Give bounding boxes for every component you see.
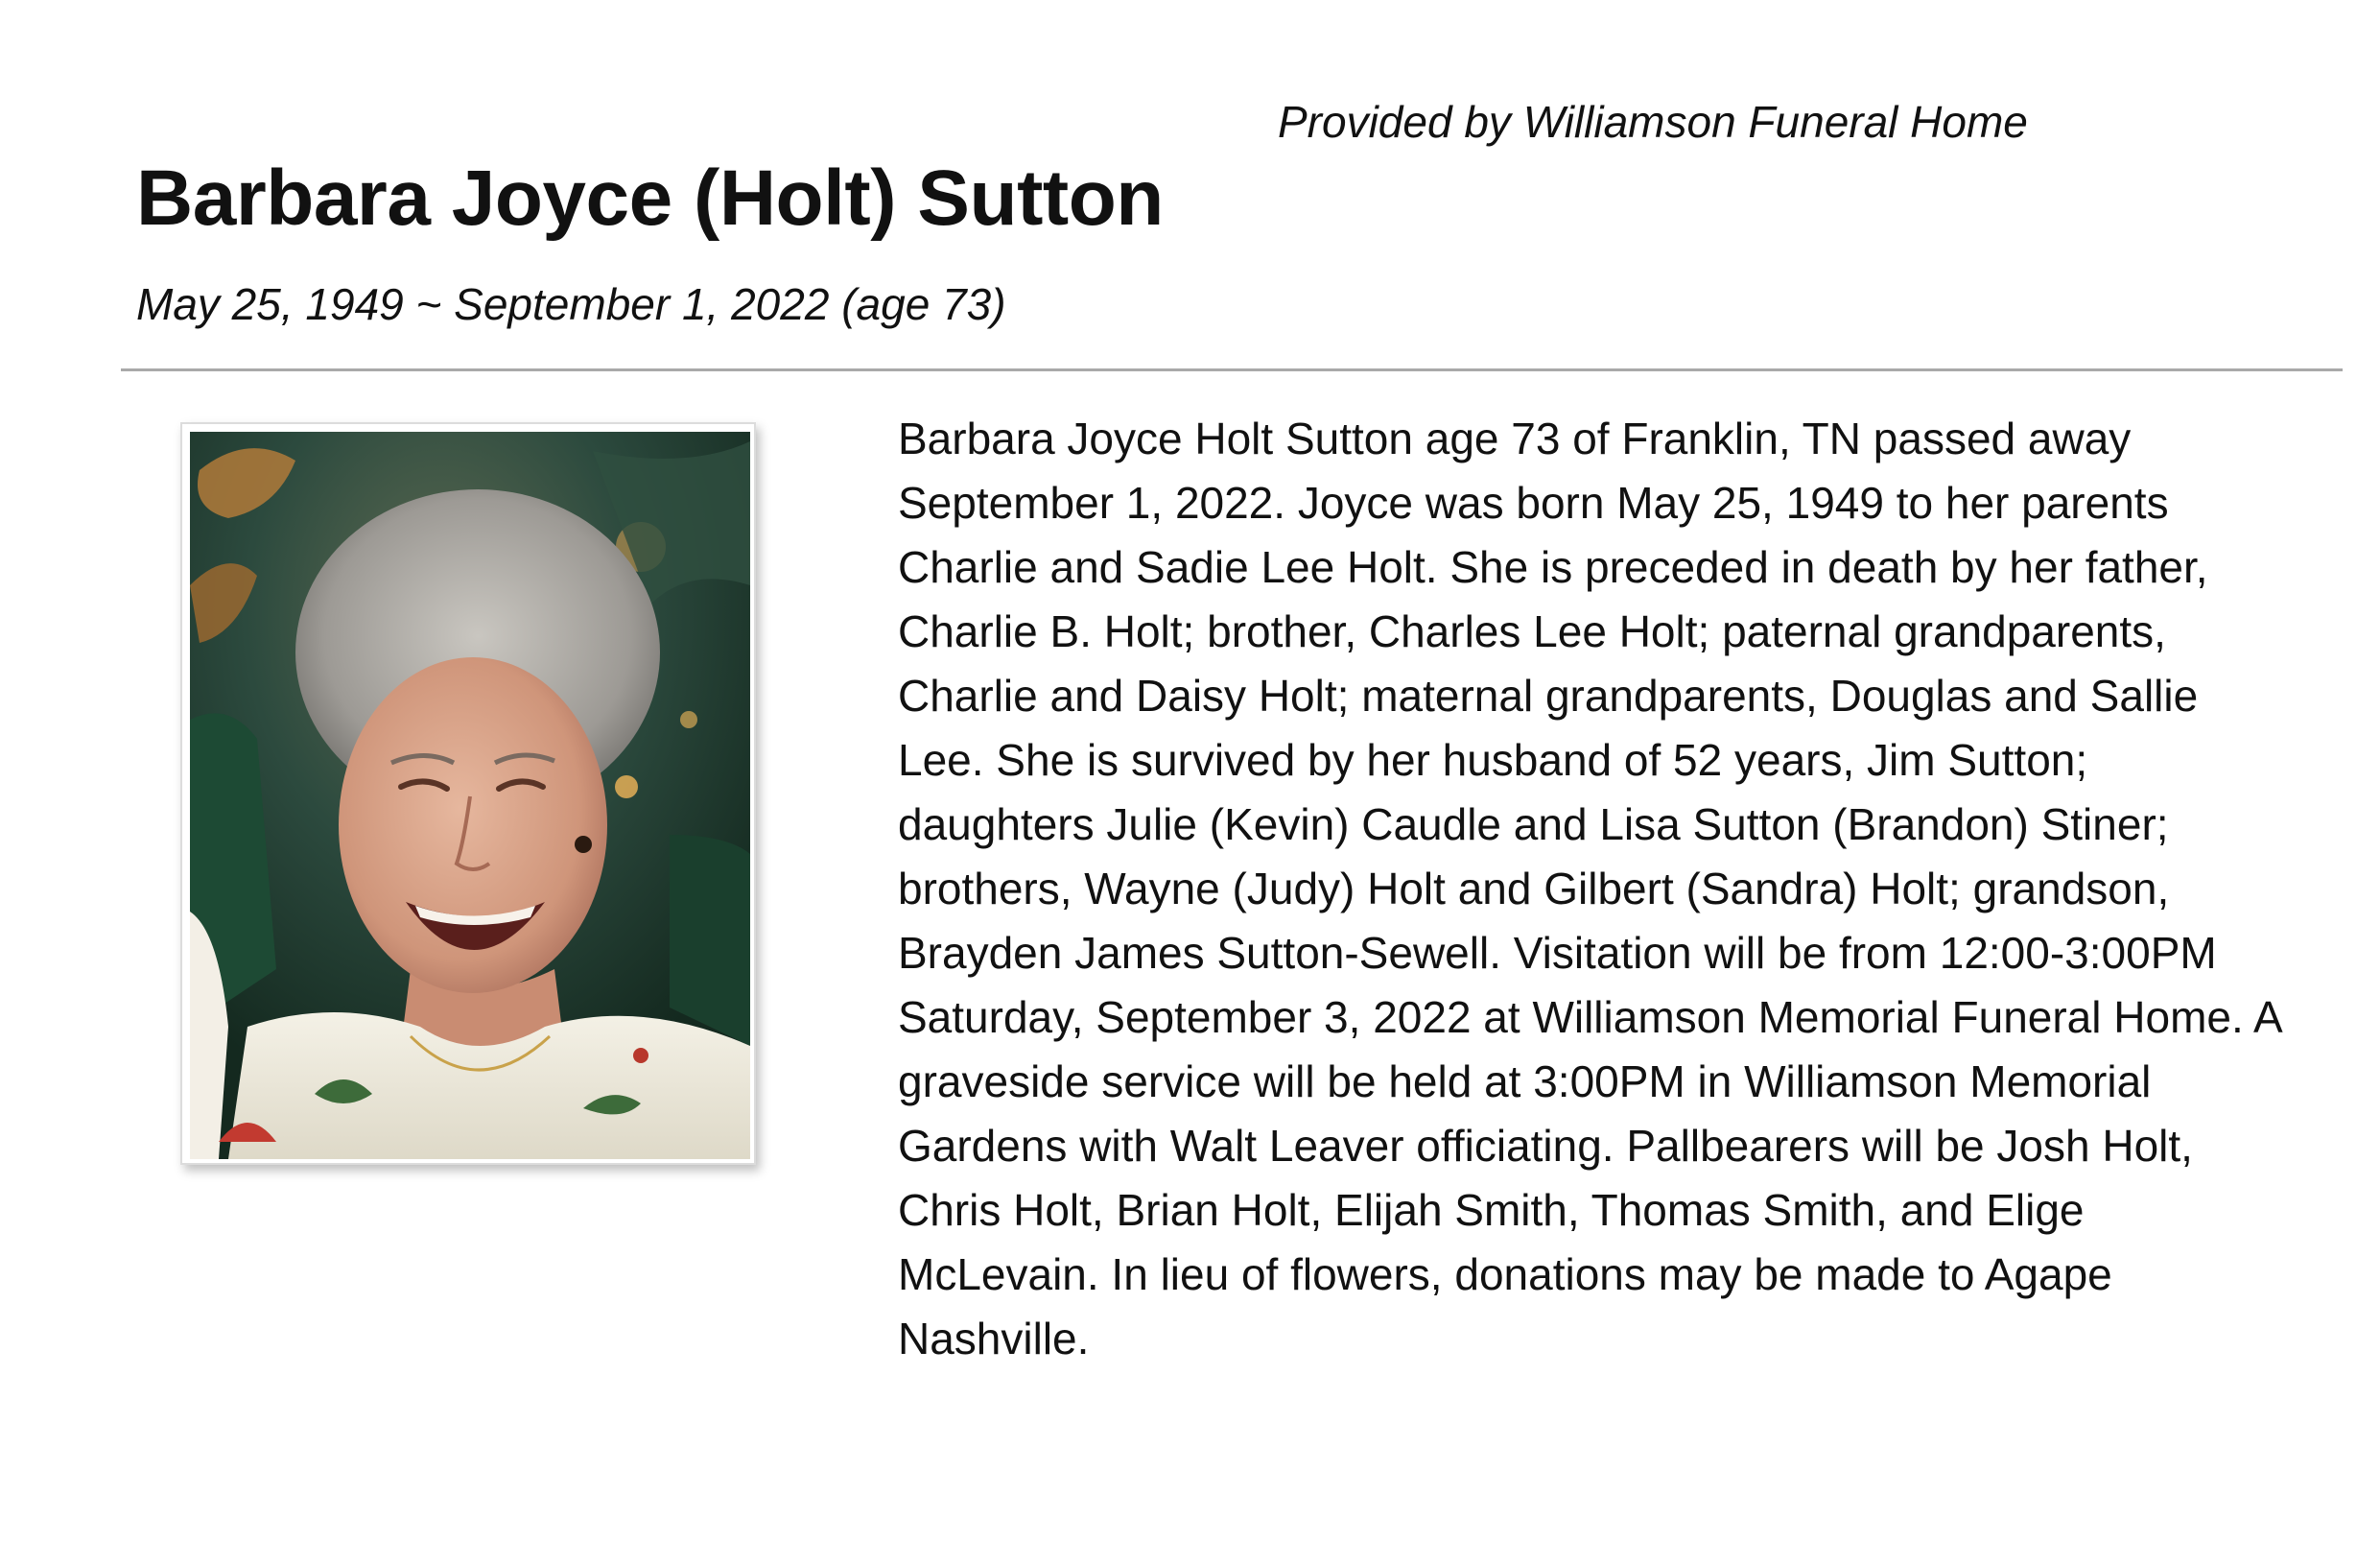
header-divider <box>121 368 2343 371</box>
obituary-line: Charlie and Daisy Holt; maternal grandparents, Douglas and Sallie <box>898 671 2199 721</box>
obituary-line: Barbara Joyce Holt Sutton age 73 of Franklin, TN passed away <box>898 414 2132 463</box>
obituary-line: brothers, Wayne (Judy) Holt and Gilbert (Sandra) Holt; grandson, <box>898 864 2170 913</box>
obituary-line: Gardens with Walt Leaver officiating. Pallbearers will be Josh Holt, <box>898 1121 2193 1171</box>
obituary-line: Chris Holt, Brian Holt, Elijah Smith, Thomas Smith, and Elige <box>898 1185 2085 1235</box>
obituary-line: graveside service will be held at 3:00PM in Williamson Memorial <box>898 1056 2152 1106</box>
portrait-photo <box>190 432 750 1159</box>
obituary-text <box>898 407 2337 1371</box>
obituary-line: McLevain. In lieu of flowers, donations may be made to Agape <box>898 1249 2112 1299</box>
obituary-line: daughters Julie (Kevin) Caudle and Lisa Sutton (Brandon) Stiner; <box>898 799 2169 849</box>
portrait-frame <box>180 422 756 1165</box>
obituary-line: Charlie and Sadie Lee Holt. She is preceded in death by her father, <box>898 542 2208 592</box>
provider-credit: Provided by Williamson Funeral Home <box>1278 97 2028 147</box>
obituary-line: Charlie B. Holt; brother, Charles Lee Holt; paternal grandparents, <box>898 606 2166 656</box>
obituary-line: Saturday, September 3, 2022 at Williamson Memorial Funeral Home. A <box>898 992 2283 1042</box>
obituary-line: Brayden James Sutton-Sewell. Visitation will be from 12:00-3:00PM <box>898 928 2217 978</box>
obituary-line: September 1, 2022. Joyce was born May 25, 1949 to her parents <box>898 478 2169 528</box>
obituary-line: Lee. She is survived by her husband of 52 years, Jim Sutton; <box>898 735 2088 785</box>
portrait-image <box>190 432 750 1159</box>
life-dates: May 25, 1949 ~ September 1, 2022 (age 73) <box>136 279 1006 329</box>
deceased-name: Barbara Joyce (Holt) Sutton <box>136 154 1164 242</box>
obituary-line: Nashville. <box>898 1314 1090 1363</box>
